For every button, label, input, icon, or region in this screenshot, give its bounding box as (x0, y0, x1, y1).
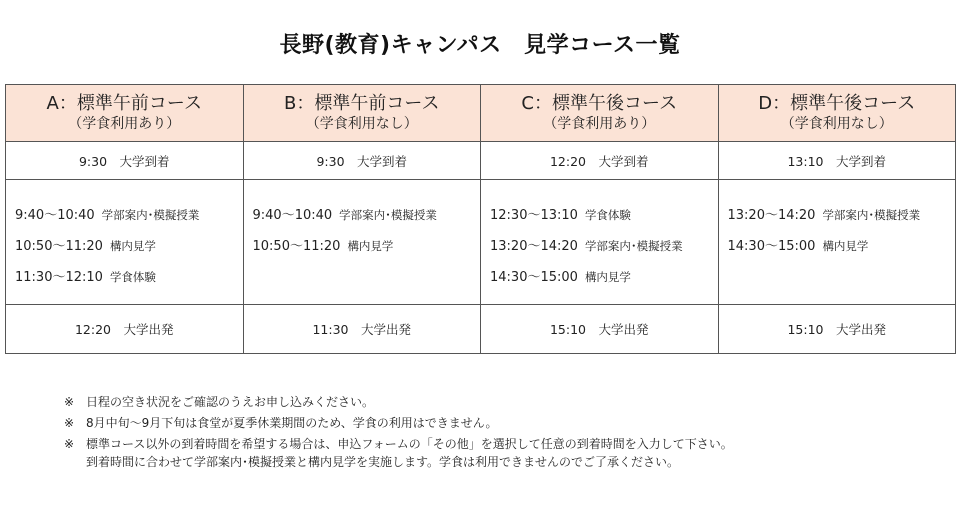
program-cell-b (243, 180, 481, 305)
program-time: 10:50～11:20 (15, 239, 103, 254)
program-list (719, 180, 956, 262)
program-time: 12:30～13:10 (490, 208, 578, 223)
course-header-row (6, 85, 956, 142)
program-time: 11:30～12:10 (15, 270, 103, 285)
departure-row (6, 305, 956, 354)
notes-section (64, 393, 944, 474)
program-item (490, 231, 718, 262)
program-item (490, 200, 718, 231)
course-subtitle: （学食利用なし） (305, 116, 418, 132)
program-row (6, 180, 956, 305)
note-text (86, 435, 733, 471)
program-activity: 学部案内･模擬授業 (584, 239, 683, 253)
note-item (64, 393, 944, 411)
note-item (64, 435, 944, 471)
program-time: 9:40～10:40 (15, 208, 95, 223)
program-cell-a (6, 180, 244, 305)
program-activity: 学部案内･模擬授業 (822, 208, 921, 222)
program-activity: 構内見学 (109, 239, 156, 253)
program-item (15, 262, 243, 293)
program-cell-c (481, 180, 719, 305)
course-subtitle: （学食利用なし） (780, 116, 893, 132)
program-activity: 構内見学 (347, 239, 394, 253)
program-item (728, 200, 956, 231)
departure-cell-b: 11:30 大学出発 (243, 305, 481, 354)
note-mark: ※ (64, 395, 75, 409)
program-item (15, 231, 243, 262)
program-activity: 学部案内･模擬授業 (101, 208, 200, 222)
note-mark: ※ (64, 416, 75, 430)
program-item (490, 262, 718, 293)
note-text (86, 414, 498, 432)
course-schedule-table (5, 84, 956, 354)
program-activity: 構内見学 (584, 270, 631, 284)
program-time: 14:30～15:00 (490, 270, 578, 285)
program-time: 14:30～15:00 (727, 239, 816, 254)
course-name: C：標準午後コース (521, 93, 678, 114)
program-item (728, 231, 956, 262)
course-name: A：標準午前コース (46, 93, 202, 114)
note-line: 到着時間に合わせて学部案内･模擬授業と構内見学を実施します。学食は利用できませんのでご了承ください。 (86, 455, 680, 469)
program-item (253, 200, 481, 231)
program-time: 13:20～14:20 (490, 239, 578, 254)
arrival-cell-d: 13:10 大学到着 (718, 142, 956, 180)
program-list (481, 180, 718, 293)
note-item (64, 414, 944, 432)
program-time: 9:40～10:40 (252, 208, 333, 223)
note-mark: ※ (64, 437, 75, 451)
program-time: 13:20～14:20 (727, 208, 816, 223)
note-line: 日程の空き状況をご確認のうえお申し込みください。 (86, 395, 375, 409)
note-line: 8月中旬～9月下旬は食堂が夏季休業期間のため、学食の利用はできません。 (86, 416, 498, 430)
program-item (253, 231, 481, 262)
note-line: 標準コース以外の到着時間を希望する場合は、申込フォームの「その他」を選択して任意の到着時間を入力して下さい。 (86, 437, 733, 451)
program-activity: 学食体験 (109, 270, 156, 284)
arrival-cell-a: 9:30 大学到着 (6, 142, 244, 180)
arrival-cell-b: 9:30 大学到着 (243, 142, 481, 180)
departure-cell-a: 12:20 大学出発 (6, 305, 244, 354)
note-text (86, 393, 374, 411)
program-time: 10:50～11:20 (252, 239, 341, 254)
program-cell-d (718, 180, 956, 305)
course-subtitle: （学食利用あり） (68, 116, 181, 132)
course-header-a (6, 85, 244, 142)
program-activity: 学食体験 (584, 208, 631, 222)
program-activity: 構内見学 (822, 239, 869, 253)
program-list (6, 180, 243, 293)
arrival-cell-c: 12:20 大学到着 (481, 142, 719, 180)
course-name: B：標準午前コース (284, 93, 440, 114)
departure-cell-d: 15:10 大学出発 (718, 305, 956, 354)
page-title: 長野(教育)キャンパス 見学コース一覧 (279, 33, 681, 58)
course-subtitle: （学食利用あり） (543, 116, 656, 132)
program-activity: 学部案内･模擬授業 (339, 208, 437, 222)
course-header-d (718, 85, 956, 142)
course-header-c (481, 85, 719, 142)
program-list (244, 180, 481, 262)
course-name: D：標準午後コース (758, 93, 916, 114)
departure-cell-c: 15:10 大学出発 (481, 305, 719, 354)
program-item (15, 200, 243, 231)
course-header-b (243, 85, 481, 142)
arrival-row (6, 142, 956, 180)
